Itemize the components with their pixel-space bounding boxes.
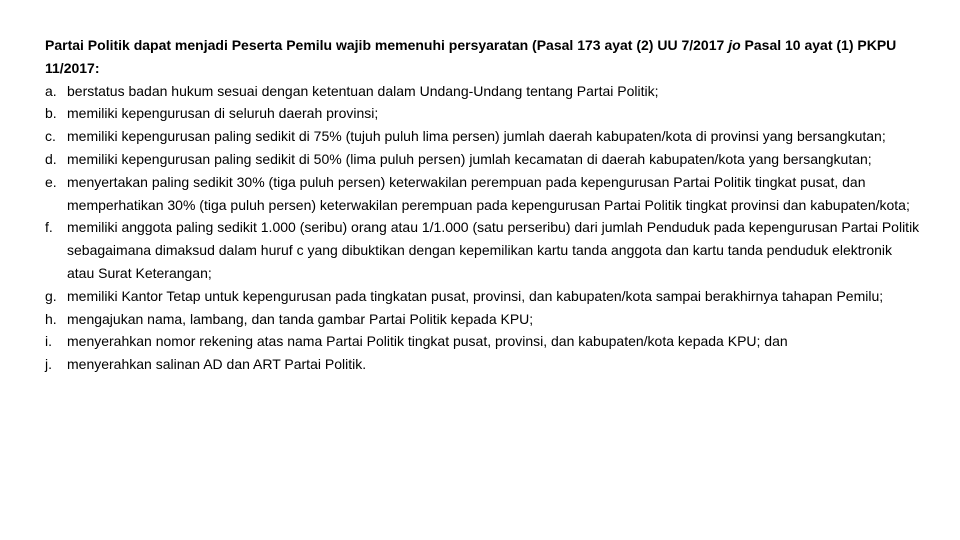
list-item: [45, 80, 920, 103]
list-item-text: menyerahkan salinan AD dan ART Partai Politik.: [67, 356, 367, 373]
list-item: [45, 171, 920, 217]
list-item-text: berstatus badan hukum sesuai dengan ketentuan dalam Undang-Undang tentang Partai Politik;: [67, 82, 659, 99]
requirements-list: [45, 80, 920, 376]
list-item-text: memiliki kepengurusan paling sedikit di 50% (lima puluh persen) jumlah kecamatan di daerah kabupaten/kota yang bersangkutan;: [67, 150, 872, 167]
heading-text-after: Pasal 10 ayat (1) PKPU 11/2017:: [45, 37, 897, 76]
list-item-text: memiliki kepengurusan di seluruh daerah provinsi;: [67, 105, 379, 122]
list-item-marker: a.: [45, 82, 57, 99]
list-item: [45, 216, 920, 284]
list-item-text: memiliki kepengurusan paling sedikit di 75% (tujuh puluh lima persen) jumlah daerah kabupaten/kota di provinsi yang bersangkutan;: [67, 128, 886, 145]
list-item-marker: b.: [45, 105, 57, 122]
list-item-marker: c.: [45, 128, 56, 145]
list-item: [45, 353, 920, 376]
list-item-text: memiliki Kantor Tetap untuk kepengurusan pada tingkatan pusat, provinsi, dan kabupaten/kota sampai berakhirnya tahapan Pemilu;: [67, 287, 884, 304]
list-item-marker: g.: [45, 287, 57, 304]
list-item: [45, 102, 920, 125]
list-item: [45, 308, 920, 331]
list-item-text: mengajukan nama, lambang, dan tanda gambar Partai Politik kepada KPU;: [67, 310, 534, 327]
list-item-marker: j.: [45, 356, 52, 373]
page-heading: [45, 34, 920, 80]
list-item: [45, 285, 920, 308]
list-item-marker: i.: [45, 333, 52, 350]
list-item-marker: f.: [45, 219, 53, 236]
heading-text-before: Partai Politik dapat menjadi Peserta Pemilu wajib memenuhi persyaratan (Pasal 173 ayat (2) UU 7/2017: [45, 37, 729, 53]
list-item: [45, 330, 920, 353]
slide-content: [45, 34, 920, 376]
list-item: [45, 148, 920, 171]
list-item-text: memiliki anggota paling sedikit 1.000 (seribu) orang atau 1/1.000 (satu perseribu) dari jumlah Penduduk pada kepengurusan Partai Politik sebagaimana dimaksud dalam huruf c yang dibuktikan dengan kepemilikan kartu tanda anggota dan kartu tanda penduduk elektronik atau Surat Keterangan;: [67, 219, 920, 281]
list-item: [45, 125, 920, 148]
heading-italic-jo: jo: [728, 37, 741, 53]
list-item-marker: e.: [45, 173, 57, 190]
list-item-marker: h.: [45, 310, 57, 327]
list-item-text: menyertakan paling sedikit 30% (tiga puluh persen) keterwakilan perempuan pada kepengurusan Partai Politik tingkat pusat, dan memperhatikan 30% (tiga puluh persen) keterwakilan perempuan pada kepengurusan Partai Politik tingkat provinsi dan kabupaten/kota;: [67, 173, 910, 213]
list-item-text: menyerahkan nomor rekening atas nama Partai Politik tingkat pusat, provinsi, dan kabupaten/kota kepada KPU; dan: [67, 333, 788, 350]
list-item-marker: d.: [45, 150, 57, 167]
